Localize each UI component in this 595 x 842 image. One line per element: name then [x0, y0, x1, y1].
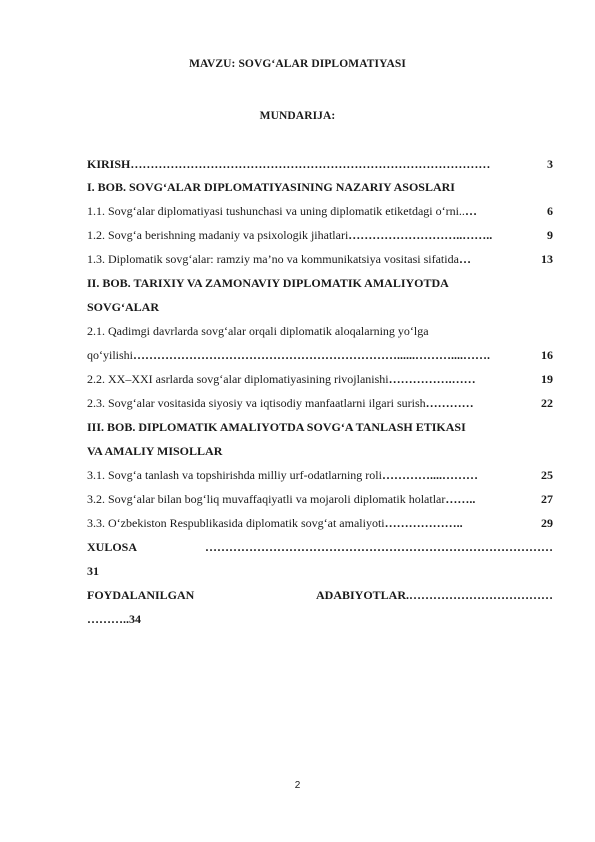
toc-entry-1-3 — [87, 252, 553, 267]
toc-leader: ADABIYOTLAR.……………………………… — [315, 588, 553, 602]
toc-leader: …………....……… — [381, 468, 478, 482]
toc-chapter-1: I. BOB. SOVG‘ALAR DIPLOMATIYASINING NAZARIY ASOSLARI — [87, 180, 455, 194]
toc-entry-title: XULOSA — [87, 540, 138, 554]
toc-entry-3-1 — [87, 468, 553, 483]
toc-chapter-2-line-2: SOVG‘ALAR — [87, 300, 160, 314]
toc-entry-adabiyotlar-page: ………..34 — [87, 612, 141, 626]
toc-entry-xulosa — [87, 540, 553, 555]
toc-page-number: 13 — [541, 252, 553, 266]
toc-leader: ………… — [425, 396, 474, 410]
toc-entry-title: 1.3. Diplomatik sovg‘alar: ramziy ma’no va kommunikatsiya vositasi sifatida — [87, 252, 459, 266]
toc-page-number: 9 — [547, 228, 553, 242]
toc-entry-title: 2.3. Sovg‘alar vositasida siyosiy va iqtisodiy manfaatlarni ilgari surish — [87, 396, 426, 410]
page-number: 2 — [294, 780, 301, 791]
contents-heading: MUNDARIJA: — [259, 110, 336, 122]
toc-entry-title: 3.1. Sovg‘a tanlash va topshirishda milliy urf-odatlarning roli — [87, 468, 382, 482]
toc-entry-1-1 — [87, 204, 553, 219]
toc-entry-title: FOYDALANILGAN — [87, 588, 195, 602]
toc-page-number: 16 — [541, 348, 553, 362]
toc-page-number: 6 — [547, 204, 553, 218]
toc-entry-2-3 — [87, 396, 553, 411]
toc-chapter-2-line-1: II. BOB. TARIXIY VA ZAMONAVIY DIPLOMATIK AMALIYOTDA — [87, 276, 449, 290]
toc-leader: …………………………………………………………………………… — [205, 540, 553, 554]
toc-entry-title: qo‘yilishi — [87, 348, 134, 362]
toc-page-number: 22 — [541, 396, 553, 410]
toc-entry-2-2 — [87, 372, 553, 387]
toc-page-number: 19 — [541, 372, 553, 386]
toc-entry-title: 3.2. Sovg‘alar bilan bog‘liq muvaffaqiyatli va mojaroli diplomatik holatlar — [87, 492, 446, 506]
toc-leader: ……………….. — [384, 516, 463, 530]
toc-entry-kirish — [87, 157, 553, 172]
toc-chapter-3-line-2: VA AMALIY MISOLLAR — [87, 444, 223, 458]
toc-entry-1-2 — [87, 228, 553, 243]
toc-chapter-3-line-1: III. BOB. DIPLOMATIK AMALIYOTDA SOVG‘A TANLASH ETIKASI — [87, 420, 466, 434]
toc-page-number: 25 — [541, 468, 553, 482]
toc-entry-3-2 — [87, 492, 553, 507]
toc-entry-title: 1.2. Sovg‘a berishning madaniy va psixologik jihatlari — [87, 228, 349, 242]
toc-page-number: 3 — [547, 157, 553, 171]
toc-entry-title: 2.2. XX–XXI asrlarda sovg‘alar diplomatiyasining rivojlanishi — [87, 372, 389, 386]
toc-entry-2-1-line-1: 2.1. Qadimgi davrlarda sovg‘alar orqali diplomatik aloqalarning yo‘lga — [87, 324, 429, 338]
toc-leader: … — [464, 204, 477, 218]
toc-entry-title: 3.3. O‘zbekiston Respublikasida diplomatik sovg‘at amaliyoti — [87, 516, 385, 530]
toc-entry-adabiyotlar — [87, 588, 553, 603]
toc-entry-3-3 — [87, 516, 553, 531]
toc-entry-2-1-line-2 — [87, 348, 553, 363]
toc-page-number: 29 — [541, 516, 553, 530]
toc-leader: … — [458, 252, 471, 266]
toc-leader: ……………………………………………………………………………… — [130, 157, 491, 171]
toc-page-number: 27 — [541, 492, 553, 506]
toc-leader: …………………………………………………………......………....……. — [133, 348, 491, 362]
toc-entry-xulosa-page: 31 — [87, 564, 99, 578]
toc-leader: …………….…… — [388, 372, 476, 386]
toc-entry-title: 1.1. Sovg‘alar diplomatiyasi tushunchasi va uning diplomatik etiketdagi o‘rni.. — [87, 204, 465, 218]
toc-entry-title: KIRISH — [87, 157, 131, 171]
toc-leader: …….. — [445, 492, 476, 506]
topic-title: MAVZU: SOVG‘ALAR DIPLOMATIYASI — [189, 58, 406, 70]
toc-leader: ………………………..…….. — [348, 228, 493, 242]
